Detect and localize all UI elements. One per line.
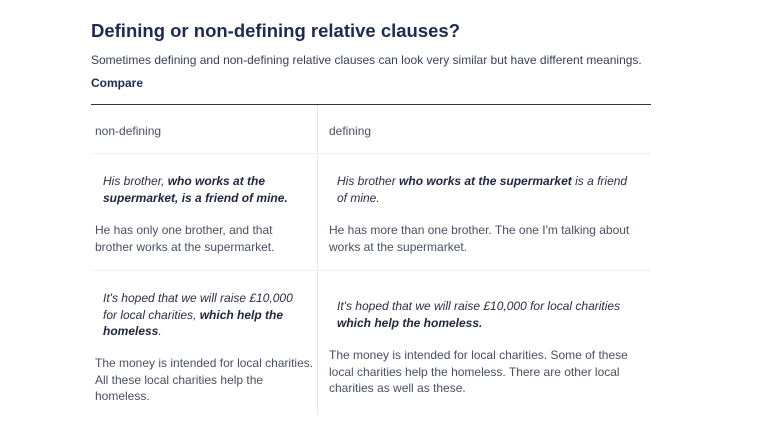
explanation-non-defining-2: The money is intended for local charities. All these local charities help the homeless. (95, 356, 314, 403)
row-divider (91, 270, 651, 271)
example-text: It's hoped that we will raise £10,000 for local charities (337, 299, 621, 313)
intro-text: Sometimes defining and non-defining relative clauses can look very similar but have different meanings. (91, 53, 642, 67)
explanation-defining-1: He has more than one brother. The one I'm talking about works at the supermarket. (329, 223, 630, 254)
example-text: , is a friend of mine. (175, 190, 288, 205)
example-text: It's hoped that we will raise £10,000 for local charities, (103, 291, 293, 322)
relative-clause: which help the homeless (103, 307, 284, 338)
example-text: His brother (337, 174, 400, 188)
table-top-rule (91, 104, 651, 105)
relative-clause: who works at the (167, 174, 266, 188)
compare-label: Compare (91, 76, 144, 90)
example-text: His brother, (103, 174, 168, 188)
page-title: Defining or non-defining relative clauses? (91, 20, 461, 41)
column-header-defining: defining (329, 124, 372, 138)
example-defining-2 (337, 298, 633, 331)
column-header-non-defining: non-defining (95, 124, 162, 138)
relative-clause: supermarket (103, 190, 176, 205)
example-non-defining-1 (103, 173, 303, 206)
explanation-non-defining-1: He has only one brother, and that brother works at the supermarket. (95, 223, 275, 254)
row-divider (91, 153, 651, 154)
example-text: . (158, 324, 162, 338)
explanation-defining-2: The money is intended for local charities. Some of these local charities help the homeless. There are other local charities as well as these. (329, 348, 628, 395)
example-non-defining-2 (103, 290, 303, 340)
example-defining-1 (337, 173, 637, 206)
example-text: is a friend of mine. (337, 174, 628, 205)
relative-clause: which help the homeless. (337, 315, 483, 330)
relative-clause: who works at the supermarket (399, 174, 572, 188)
